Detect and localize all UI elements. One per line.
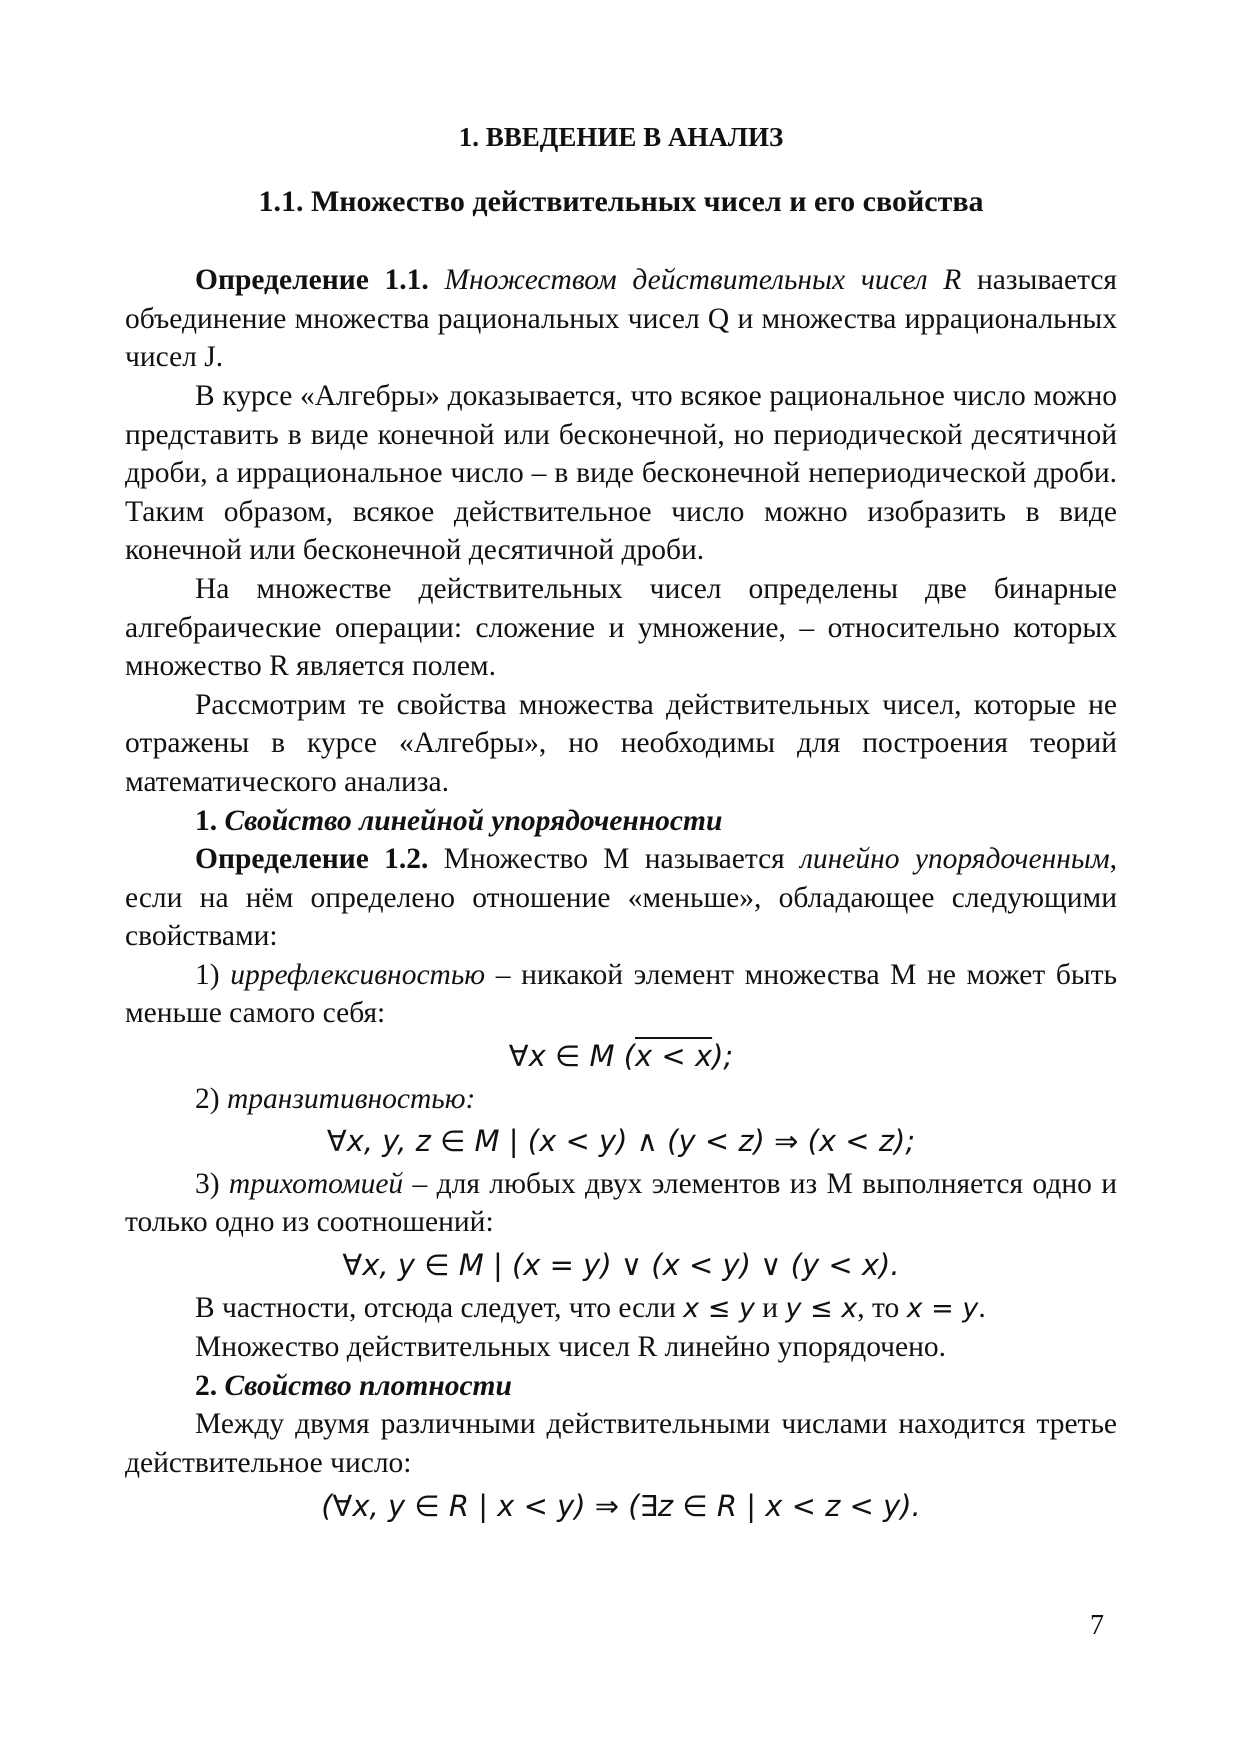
list-term: трихотомией — [228, 1167, 404, 1200]
formula-negated-part: x < x — [635, 1039, 713, 1074]
list-text: – никакой элемент множества M не может быть меньше самого себя: — [125, 958, 1118, 1030]
inline-math: y ≤ x — [785, 1292, 858, 1324]
formula-trichotomy: ∀x, y ∈ M | (x = y) ∨ (x < y) ∨ (y < x). — [342, 1248, 900, 1283]
definition-text: называется объединение множества рациональных чисел Q и множества иррациональных чисел J. — [125, 264, 1117, 374]
definition-term: линейно упорядоченным — [800, 843, 1110, 876]
page-number: 7 — [1090, 1610, 1104, 1641]
property-title: Свойство плотности — [224, 1369, 512, 1402]
list-item-2 — [125, 1080, 1117, 1119]
definition-text: , если на нём определено отношение «меньше», обладающее следующими свойствами: — [125, 843, 1118, 953]
chapter-title: 1. ВВЕДЕНИЕ В АНАЛИЗ — [458, 122, 784, 152]
property-heading-1 — [125, 802, 1117, 841]
note-text: и — [762, 1291, 779, 1324]
list-text: – для любых двух элементов из M выполняется одно и только одно из соотношений: — [125, 1167, 1117, 1239]
definition-label: Определение 1.2. — [195, 843, 429, 876]
list-number: 1) — [195, 958, 220, 991]
formula-irreflexivity — [125, 1037, 1117, 1076]
paragraph: Множество действительных чисел R линейно упорядочено. — [195, 1331, 947, 1364]
definition-text: Множество M называется — [443, 843, 785, 876]
list-item-1 — [125, 956, 1117, 1033]
paragraph: Рассмотрим те свойства множества действительных чисел, которые не отражены в курсе «Алгебры», но необходимы для построения теорий математического анализа. — [125, 688, 1117, 798]
list-item-3 — [125, 1165, 1117, 1242]
formula-density: (∀x, y ∈ R | x < y) ⇒ (∃z ∈ R | x < z < y). — [321, 1488, 921, 1523]
formula-part: ∀x ∈ M ( — [508, 1039, 636, 1074]
section-title: 1.1. Множество действительных чисел и его свойства — [258, 184, 984, 218]
note-text: . — [978, 1291, 986, 1324]
definition-term: Множеством действительных чисел R — [444, 264, 962, 297]
property-title: Свойство линейной упорядоченности — [224, 804, 723, 837]
note-text: В частности, отсюда следует, что если — [195, 1291, 676, 1324]
formula-transitivity: ∀x, y, z ∈ M | (x < y) ∧ (y < z) ⇒ (x < z); — [326, 1124, 916, 1159]
list-number: 3) — [195, 1167, 220, 1200]
paragraph: Между двумя различными действительными числами находится третье действительное число: — [125, 1408, 1117, 1479]
page-content — [125, 118, 1117, 1529]
definition-label: Определение 1.1. — [195, 264, 429, 297]
list-number: 2) — [195, 1082, 220, 1115]
property-heading-2 — [125, 1367, 1117, 1406]
inline-math: x = y — [906, 1292, 979, 1324]
definition-1-2 — [125, 840, 1117, 956]
paragraph: В курсе «Алгебры» доказывается, что всякое рациональное число можно представить в виде конечной или бесконечной, но периодической десятичной дроби, а иррациональное число – в виде бесконечной непериодической дроби. Таким образом, всякое действительное число можно изобразить в виде конечной или бесконечной десятичной дроби. — [125, 379, 1117, 567]
inline-math: x ≤ y — [683, 1292, 755, 1324]
note-paragraph — [125, 1289, 1117, 1329]
paragraph: На множестве действительных чисел определены две бинарные алгебраические операции: сложение и умножение, – относительно которых множество R является полем. — [125, 572, 1117, 683]
note-text: , то — [857, 1291, 900, 1324]
property-number: 2. — [195, 1369, 218, 1402]
property-number: 1. — [195, 804, 218, 837]
formula-part: ); — [712, 1039, 734, 1074]
list-term: иррефлексивностью — [230, 958, 486, 991]
definition-1-1 — [125, 261, 1117, 377]
list-term: транзитивностью: — [226, 1082, 476, 1115]
